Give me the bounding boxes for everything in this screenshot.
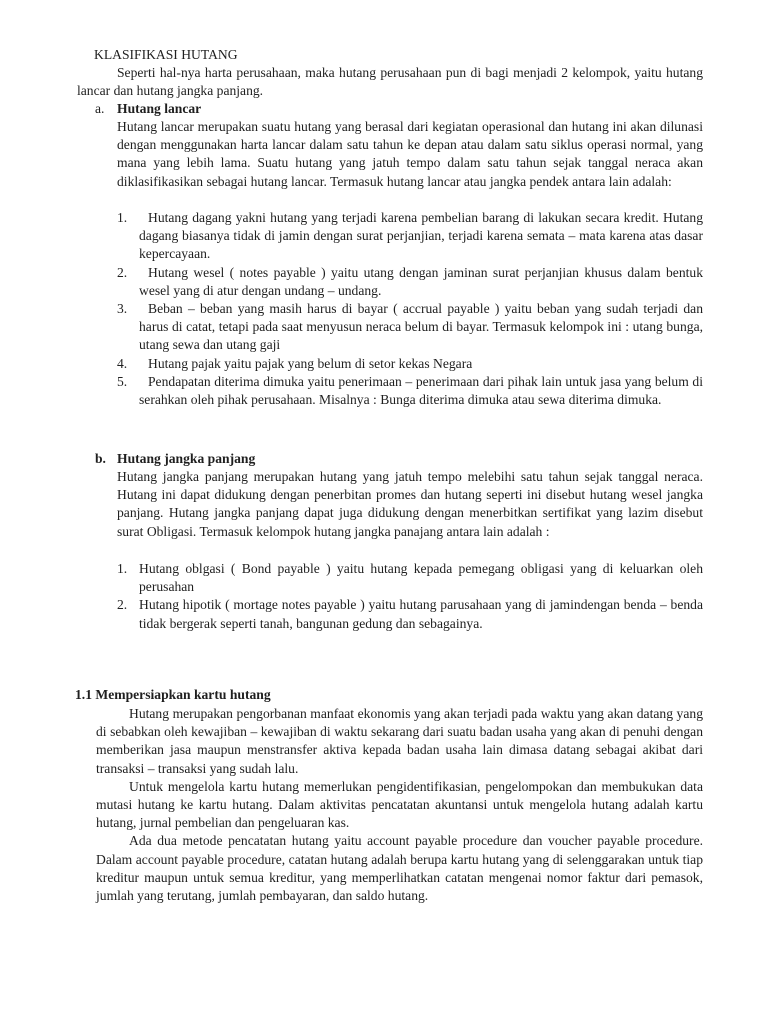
list-item-number: 2. [117,597,128,613]
section-11-paragraph: Hutang merupakan pengorbanan manfaat ekonomis yang akan terjadi pada waktu yang akan datang yang di sebabkan oleh kewajiban – kewajiban di waktu sekarang dari suatu badan usaha yang akan di penuhi dengan memberikan jasa maupun menstransfer aktiva kepada badan usaha lain dimasa datang sebagai akibat dari transaksi – transaksi yang sudah lalu. [96,706,703,776]
section-11-paragraph: Untuk mengelola kartu hutang memerlukan pengidentifikasian, pengelompokan dan membukukan data mutasi hutang ke kartu hutang. Dalam aktivitas pencatatan akuntansi untuk mengelola hutang adalah kartu hutang, jurnal pembelian dan pengeluaran kas. [96,778,703,831]
list-item [117,596,703,632]
list-item-text: Hutang oblgasi ( Bond payable ) yaitu hutang kepada pemegang obligasi yang di keluarkan oleh perusahan [139,561,703,595]
section-b-marker: b. [95,451,106,466]
list-item-number: 2. [117,264,128,280]
section-a-text: Hutang lancar merupakan suatu hutang yang berasal dari kegiatan operasional dan hutang ini akan dilunasi dengan menggunakan harta lancar dalam satu tahun ke depan atau dalam satu siklus operasi normal, yang mana yang lebih lama. Suatu hutang yang jatuh tempo dalam satu tahun sejak tanggal neraca akan diklasifikasikan sebagai hutang lancar. Termasuk hutang lancar atau jangka pendek antara lain adalah: [117,119,703,189]
list-item-text: Pendapatan diterima dimuka yaitu penerimaan – penerimaan dari pihak lain untuk jasa yang belum di serahkan oleh pihak perusahaan. Misalnya : Bunga diterima dimuka atau sewa diterima dimuka. [139,373,703,408]
section-b-body [117,468,703,541]
list-item-number: 1. [117,210,128,225]
list-item-number: 3. [117,301,128,317]
title-text: KLASIFIKASI HUTANG [94,47,238,62]
section-11-body [96,705,703,905]
list-item-text: Hutang dagang yakni hutang yang terjadi karena pembelian barang di lakukan secara kredit. Hutang dagang biasanya tidak di jamin dengan surat perjanjian, terjadi karena semata – mata karena atas dasar kepercayaan. [139,210,703,262]
list-item-number: 4. [117,355,128,371]
section-a-body [117,118,703,191]
list-item [117,209,703,264]
section-b-text: Hutang jangka panjang merupakan hutang yang jatuh tempo melebihi satu tahun sejak tanggal neraca. Hutang ini dapat didukung dengan penerbitan promes dan hutang seperti ini disebut hutang wesel jangka panjang. Hutang jangka panjang dapat juga didukung dengan menerbitkan sertifikat yang lazim disebut surat Obligasi. Termasuk kelompok hutang jangka panajang antara lain adalah : [117,469,703,539]
list-item-text: Hutang pajak yaitu pajak yang belum di setor kekas Negara [148,355,473,371]
section-11-heading [75,686,705,704]
section-11-paragraph: Ada dua metode pencatatan hutang yaitu account payable procedure dan voucher payable procedure. Dalam account payable procedure, catatan hutang adalah berupa kartu hutang yang di selenggarakan untuk tiap kreditur maupun untuk semua kreditur, yang memperlihatkan catatan mengenai nomor faktur dari pemasok, jumlah yang terutang, jumlah pembayaran, dan saldo hutang. [96,833,703,904]
intro-text: Seperti hal-nya harta perusahaan, maka hutang perusahaan pun di bagi menjadi 2 kelompok, yaitu hutang lancar dan hutang jangka panjang. [77,65,703,99]
section-11-title: 1.1 Mempersiapkan kartu hutang [75,687,271,702]
list-item [117,264,703,300]
intro-paragraph [77,64,703,100]
section-b-title: Hutang jangka panjang [117,451,256,466]
list-item [117,373,703,409]
list-item [117,355,703,373]
section-a-title: Hutang lancar [117,101,202,116]
list-item [117,560,703,596]
section-a-list [117,209,703,409]
list-item-text: Beban – beban yang masih harus di bayar ( accrual payable ) yaitu beban yang sudah terjadi dan harus di catat, tetapi pada saat menyusun neraca belum di bayar. Termasuk kelompok ini : utang bunga, utang sewa dan utang gaji [139,301,703,353]
document-title [94,46,714,64]
section-b-list [117,560,703,633]
list-item [117,300,703,355]
list-item-number: 1. [117,561,128,576]
list-item-number: 5. [117,373,128,389]
section-a-marker: a. [95,101,105,116]
list-item-text: Hutang wesel ( notes payable ) yaitu utang dengan jaminan surat perjanjian khusus dalam bentuk wesel yang di atur dengan undang – undang. [139,264,703,298]
list-item-text: Hutang hipotik ( mortage notes payable ) yaitu hutang parusahaan yang di jamindengan benda – benda tidak bergerak seperti tanah, bangunan gedung dan sebagainya. [139,597,703,631]
